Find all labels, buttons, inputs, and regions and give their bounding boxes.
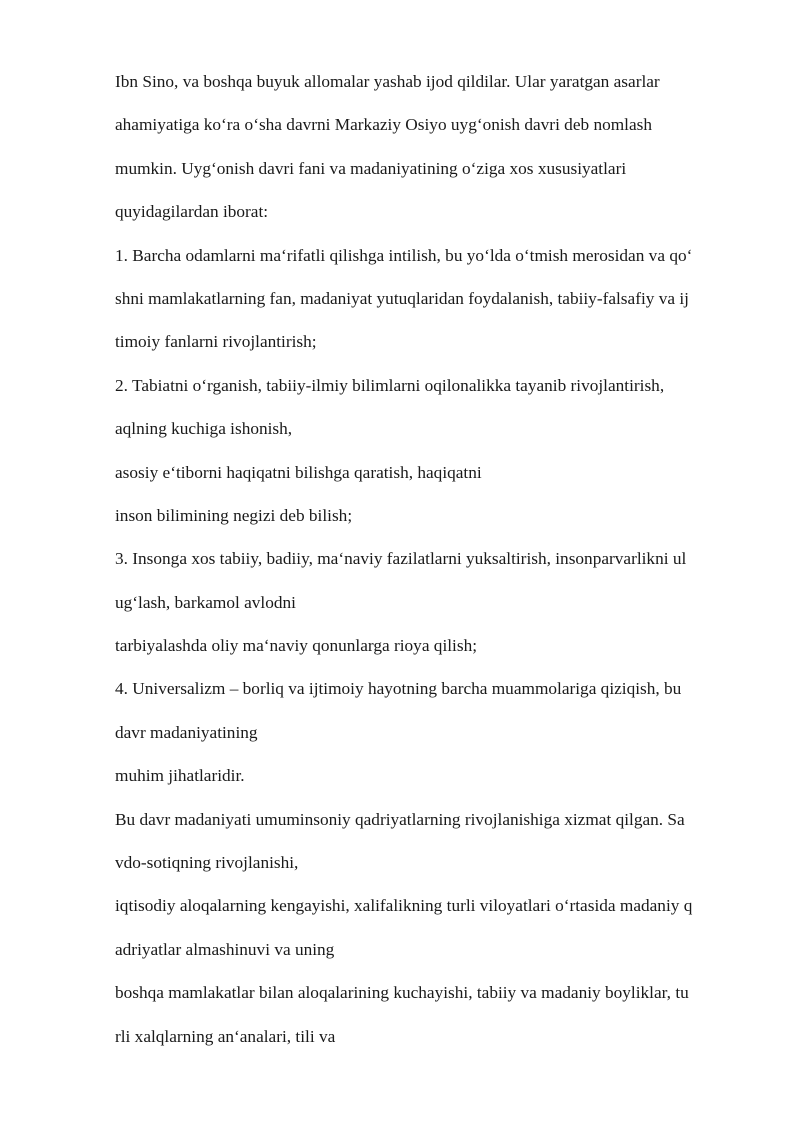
text-line: quyidagilardan iborat: [115,202,269,222]
text-line: asosiy eʻtiborni haqiqatni bilishga qaratish, haqiqatni [115,462,482,482]
text-line: boshqa mamlakatlar bilan aloqalarining kuchayishi, tabiiy va madaniy boyliklar, tu [115,983,689,1003]
text-line: rli xalqlarning anʻanalari, tili va [115,1026,336,1046]
text-line: Bu davr madaniyati umuminsoniy qadriyatlarning rivojlanishiga xizmat qilgan. Sa [115,809,685,829]
text-line: Ibn Sino, va boshqa buyuk allomalar yashab ijod qildilar. Ular yaratgan asarlar [115,72,660,91]
text-line: 2. Tabiatni oʻrganish, tabiiy-ilmiy bilimlarni oqilonalikka tayanib rivojlantirish, [115,375,665,395]
text-line: 3. Insonga xos tabiiy, badiiy, maʻnaviy fazilatlarni yuksaltirish, insonparvarlikni ul [115,549,687,569]
document-text-body [115,72,765,1070]
text-line: vdo-sotiqning rivojlanishi, [115,853,299,873]
text-line: tarbiyalashda oliy maʻnaviy qonunlarga rioya qilish; [115,636,478,656]
text-line: muhim jihatlaridir. [115,766,245,786]
text-line: ahamiyatiga koʻra oʻsha davrni Markaziy Osiyo uygʻonish davri deb nomlash [115,115,653,135]
text-line: shni mamlakatlarning fan, madaniyat yutuqlaridan foydalanish, tabiiy-falsafiy va ij [115,288,689,308]
text-line: 4. Universalizm – borliq va ijtimoiy hayotning barcha muammolariga qiziqish, bu [115,679,682,699]
text-line: 1. Barcha odamlarni maʻrifatli qilishga intilish, bu yoʻlda oʻtmish merosidan va qoʻ [115,245,693,265]
text-line: ugʻlash, barkamol avlodni [115,592,296,612]
text-line: davr madaniyatining [115,722,258,742]
text-line: aqlning kuchiga ishonish, [115,419,293,439]
text-line: timoiy fanlarni rivojlantirish; [115,332,317,352]
text-line: iqtisodiy aloqalarning kengayishi, xalifalikning turli viloyatlari oʻrtasida madaniy q [115,896,693,916]
text-line: adriyatlar almashinuvi va uning [115,939,335,959]
text-line: inson bilimining negizi deb bilish; [115,505,353,525]
text-line: mumkin. Uygʻonish davri fani va madaniyatining oʻziga xos xususiyatlari [115,158,627,178]
